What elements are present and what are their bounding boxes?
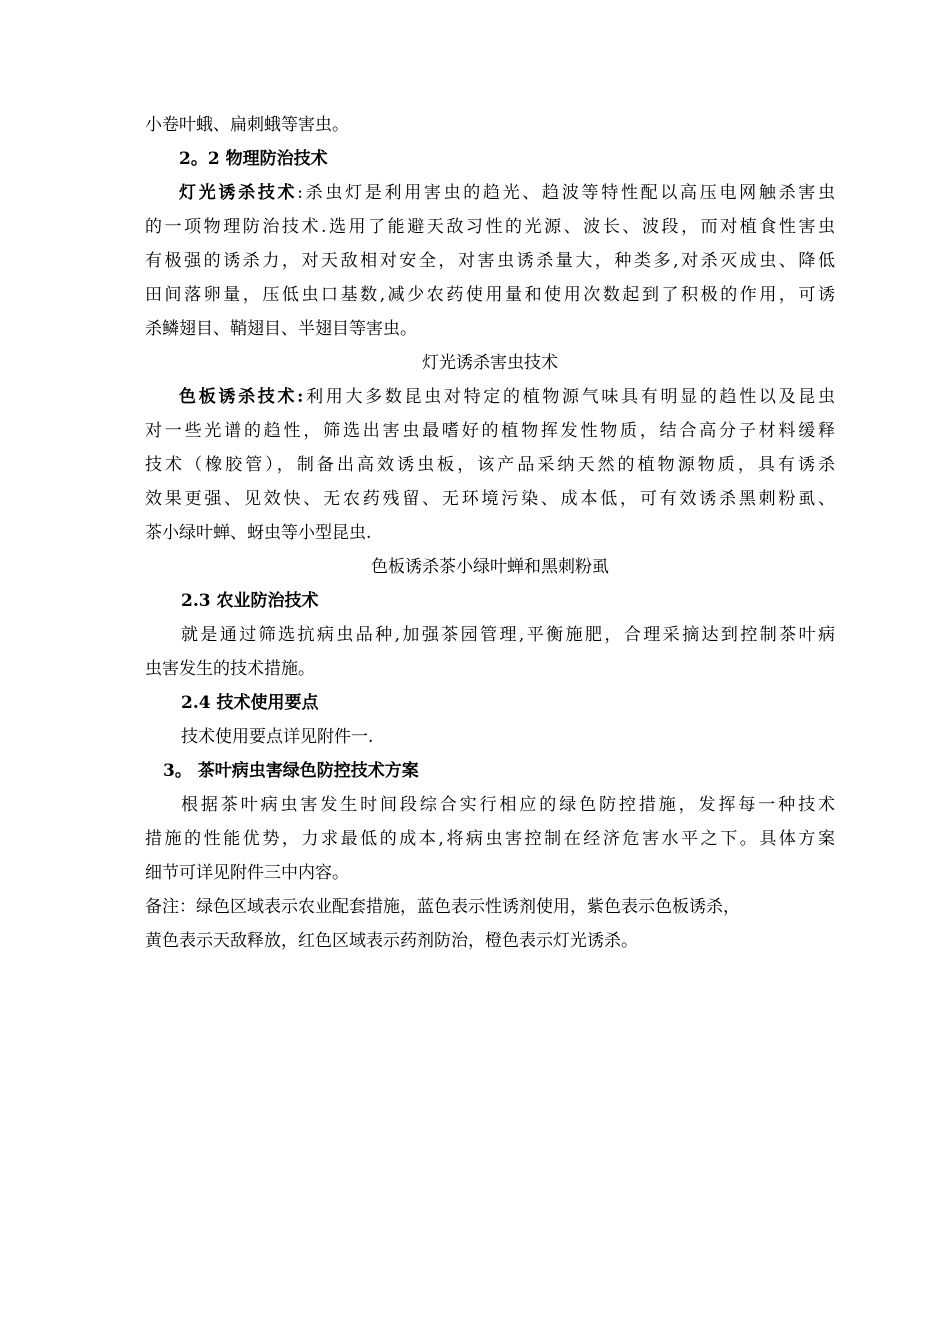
paragraph-line: 田间落卵量，压低虫口基数,减少农药使用量和使用次数起到了积极的作用，可诱 <box>145 285 835 305</box>
note-line: 备注：绿色区域表示农业配套措施，蓝色表示性诱剂使用，紫色表示色板诱杀， <box>145 897 740 917</box>
figure-caption-color-board: 色板诱杀茶小绿叶蝉和黑刺粉虱 <box>371 557 609 577</box>
paragraph-line: 的一项物理防治技术.选用了能避天敌习性的光源、波长、波段，而对植食性害虫 <box>145 217 835 237</box>
section-heading-2-3: 2.3 农业防治技术 <box>181 591 319 611</box>
section-heading-3: 3。 茶叶病虫害绿色防控技术方案 <box>163 761 419 781</box>
paragraph-line: 细节可详见附件三中内容。 <box>145 863 349 883</box>
section-heading-2-2: 2。2 物理防治技术 <box>179 149 328 169</box>
paragraph-line: 茶小绿叶蝉、蚜虫等小型昆虫. <box>145 523 372 543</box>
paragraph-line: 效果更强、见效快、无农药残留、无环境污染、成本低，可有效诱杀黑刺粉虱、 <box>145 489 835 509</box>
section-heading-2-4: 2.4 技术使用要点 <box>181 693 319 713</box>
paragraph-line: 杀鳞翅目、鞘翅目、半翅目等害虫。 <box>145 319 417 339</box>
paragraph-line: 措施的性能优势，力求最低的成本,将病虫害控制在经济危害水平之下。具体方案 <box>145 829 835 849</box>
paragraph-line: 有极强的诱杀力，对天敌相对安全，对害虫诱杀量大，种类多,对杀灭成虫、降低 <box>145 251 835 271</box>
note-line: 黄色表示天敌释放，红色区域表示药剂防治，橙色表示灯光诱杀。 <box>145 931 638 951</box>
paragraph-color-board-first: 色板诱杀技术:利用大多数昆虫对特定的植物源气味具有明显的趋性以及昆虫 <box>179 387 835 407</box>
term-light-trap: 灯光诱杀技术 <box>179 183 298 203</box>
paragraph-line: 虫害发生的技术措施。 <box>145 659 315 679</box>
paragraph-usage-points: 技术使用要点详见附件一. <box>181 727 374 747</box>
document-page <box>145 108 835 958</box>
paragraph-light-trap-first: 灯光诱杀技术:杀虫灯是利用害虫的趋光、趋波等特性配以高压电网触杀害虫 <box>179 183 835 203</box>
figure-caption-light-trap: 灯光诱杀害虫技术 <box>422 353 558 373</box>
paragraph-agri-first: 就是通过筛选抗病虫品种,加强茶园管理,平衡施肥，合理采摘达到控制茶叶病 <box>181 625 835 645</box>
paragraph-line: 技术（橡胶管），制备出高效诱虫板，该产品采纳天然的植物源物质，具有诱杀 <box>145 455 835 475</box>
paragraph-plan-first: 根据茶叶病虫害发生时间段综合实行相应的绿色防控措施，发挥每一种技术 <box>181 795 835 815</box>
term-color-board: 色板诱杀技术: <box>179 387 304 407</box>
paragraph-line: 对一些光谱的趋性，筛选出害虫最嗜好的植物挥发性物质，结合高分子材料缓释 <box>145 421 835 441</box>
paragraph-line: 小卷叶蛾、扁刺蛾等害虫。 <box>145 115 349 135</box>
